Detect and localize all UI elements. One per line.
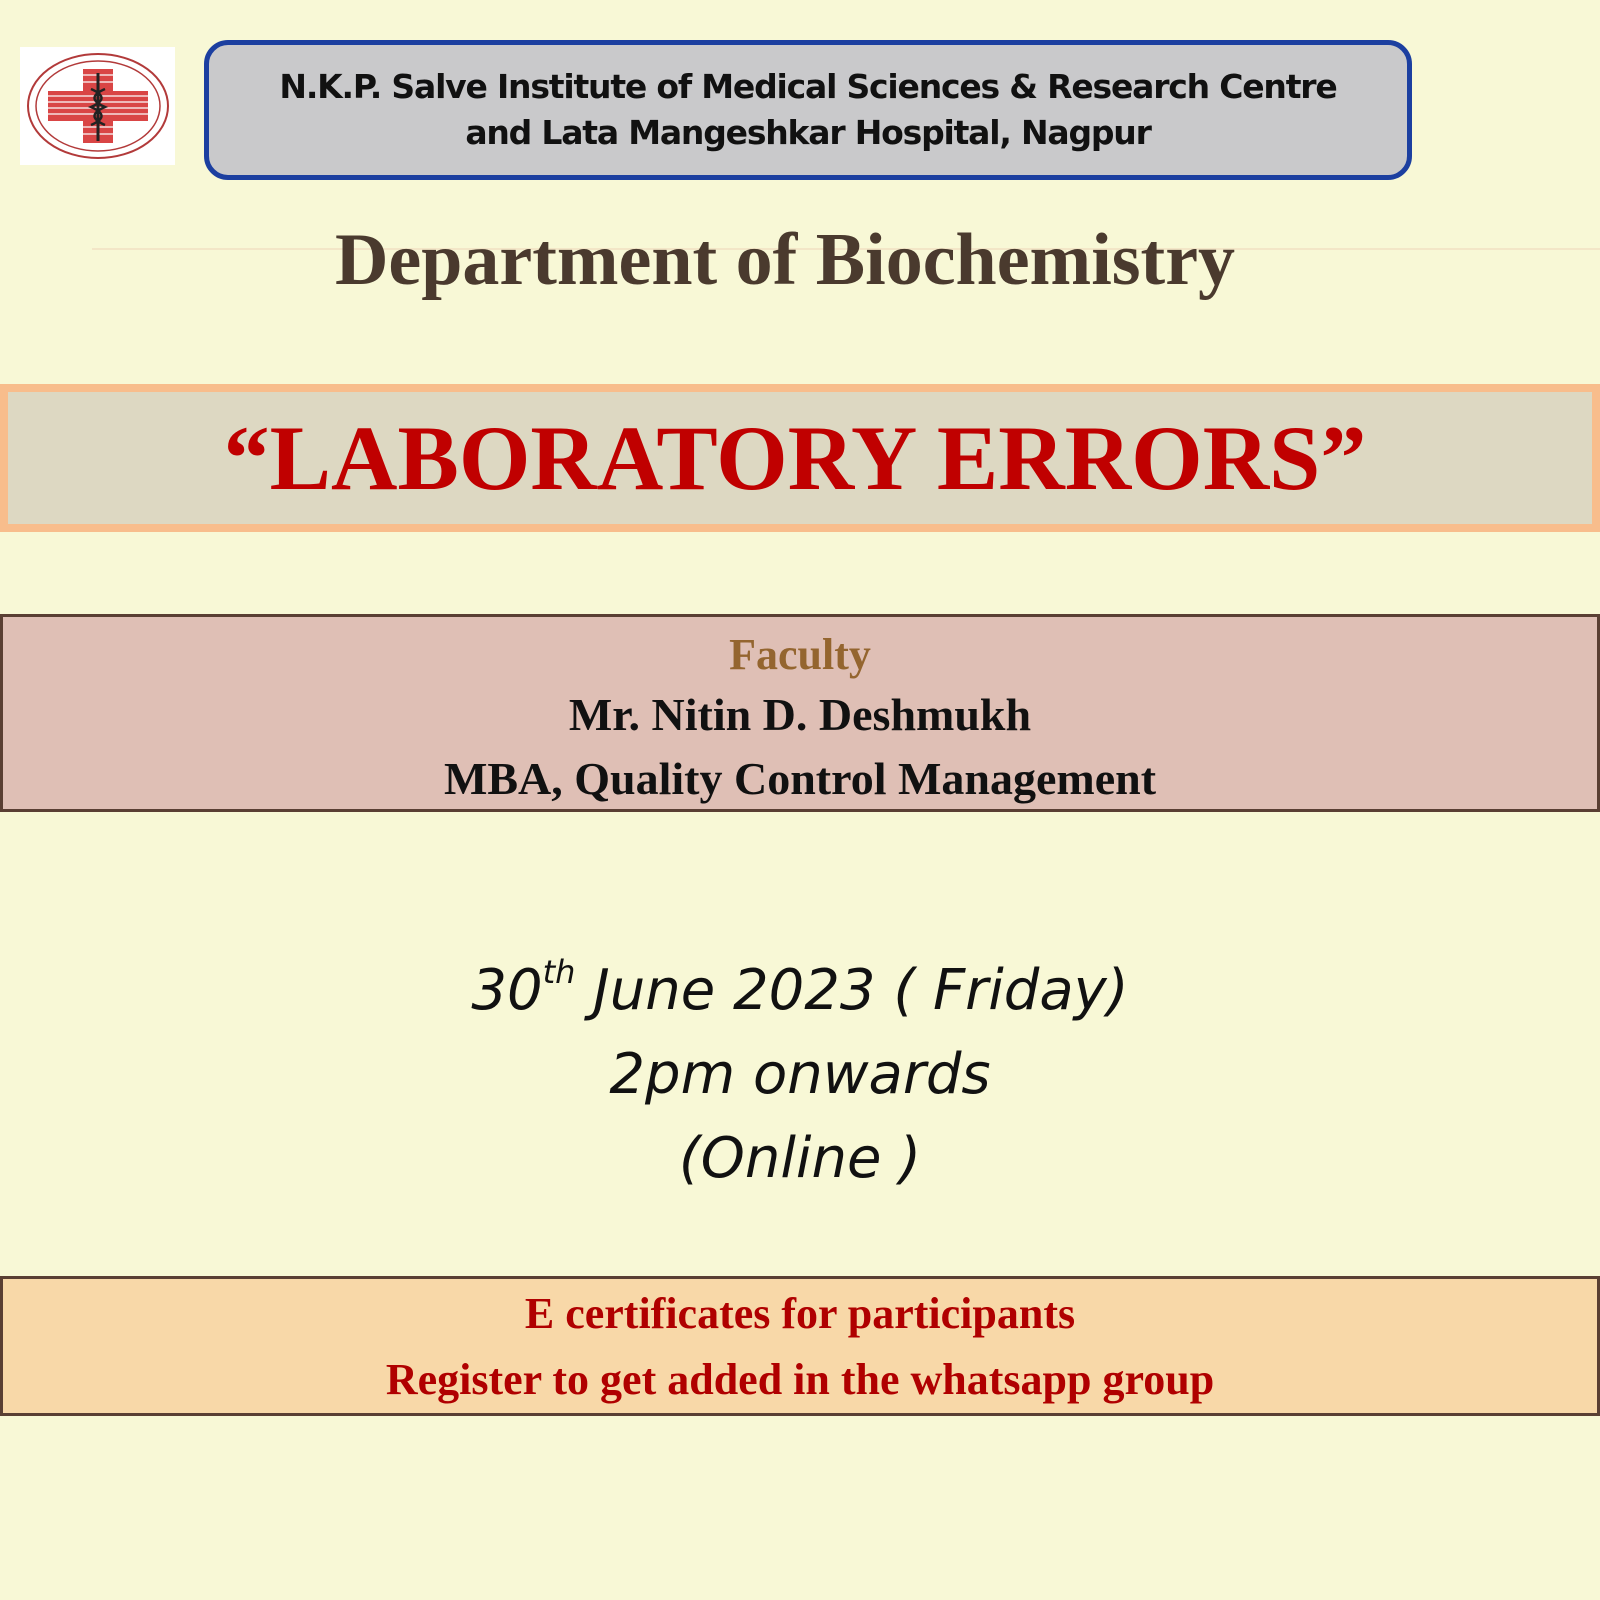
event-day: 30 [471, 958, 543, 1023]
institute-header [204, 40, 1412, 180]
medical-cross-caduceus-icon [23, 49, 173, 163]
topic-banner [0, 384, 1600, 532]
registration-note: Register to get added in the whatsapp group [385, 1355, 1215, 1404]
event-day-suffix: th [542, 953, 576, 991]
faculty-qualification: MBA, Quality Control Management [443, 753, 1157, 804]
event-mode: (Online ) [678, 1126, 922, 1191]
institute-name-line2: and Lata Mangeshkar Hospital, Nagpur [465, 113, 1151, 152]
certificate-notice [0, 1276, 1600, 1416]
department-title: Department of Biochemistry [334, 219, 1236, 301]
topic-title: “LABORATORY ERRORS” [223, 407, 1367, 509]
event-date-rest: June 2023 ( Friday) [575, 958, 1129, 1023]
faculty-name: Mr. Nitin D. Deshmukh [568, 689, 1032, 740]
event-details [0, 930, 1600, 1201]
certificate-note: E certificates for participants [524, 1289, 1076, 1338]
event-time: 2pm onwards [609, 1042, 991, 1107]
faculty-label: Faculty [729, 630, 871, 679]
institute-logo [20, 47, 175, 165]
event-date [0, 930, 1600, 1033]
faculty-panel [0, 614, 1600, 812]
institute-name-line1: N.K.P. Salve Institute of Medical Sciences & Research Centre [279, 67, 1337, 106]
